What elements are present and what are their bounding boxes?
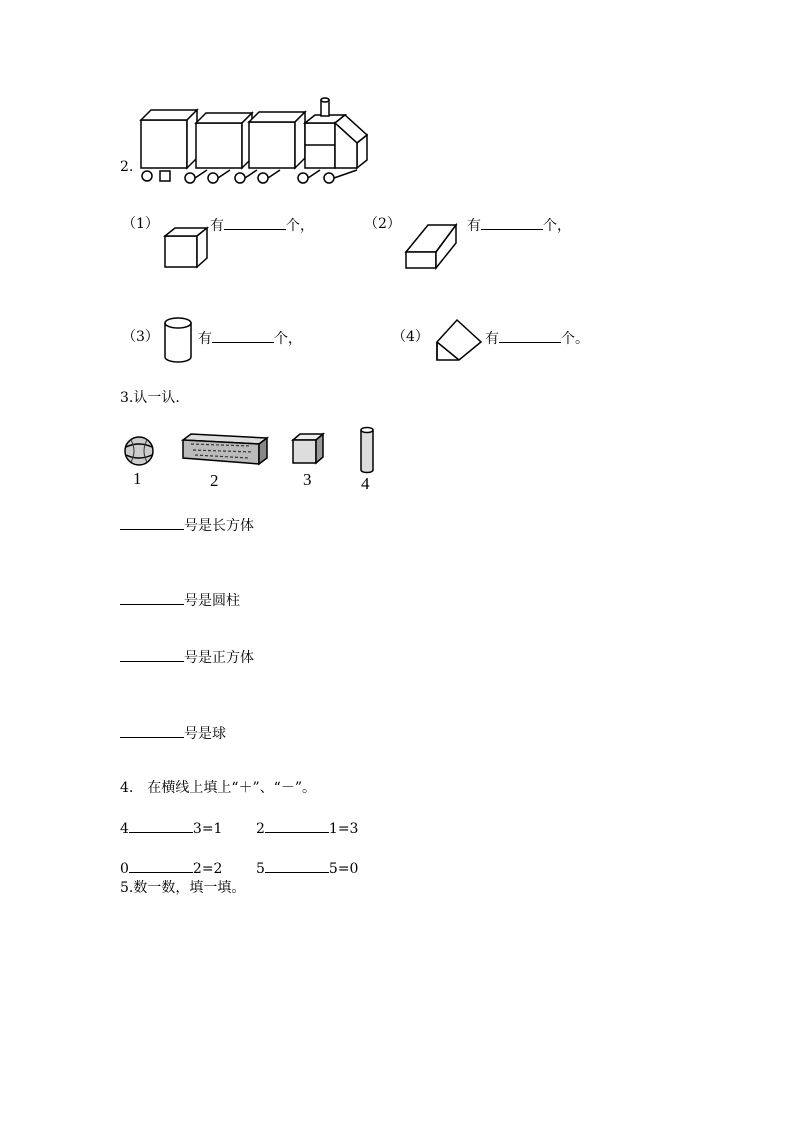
answer-blank[interactable] xyxy=(265,858,329,873)
q2-item2-answer: 有 个， xyxy=(467,215,571,235)
answer-blank[interactable] xyxy=(212,328,274,343)
ball-icon xyxy=(123,435,155,467)
q3-answer-1: 号是长方体 xyxy=(120,515,254,535)
q5-title: 5.数一数，填一填。 xyxy=(120,880,246,896)
q3-label-3: 3 xyxy=(303,470,312,489)
q2-item2-num: （2） xyxy=(364,216,401,232)
answer-blank[interactable] xyxy=(120,590,184,605)
answer-blank[interactable] xyxy=(120,647,184,662)
q3-title: 3.认一认. xyxy=(120,390,180,406)
cube-icon xyxy=(163,226,209,270)
q3-answer-2: 号是圆柱 xyxy=(120,590,240,610)
q2-item4-answer: 有 个。 xyxy=(485,328,589,348)
answer-blank[interactable] xyxy=(265,818,329,833)
answer-blank[interactable] xyxy=(224,215,286,230)
q4-eq-1: 4 3=1 xyxy=(120,818,222,838)
cube-box-icon xyxy=(290,431,326,467)
answer-blank[interactable] xyxy=(129,858,193,873)
q3-answer-3: 号是正方体 xyxy=(120,647,254,667)
q4-eq-2: 2 1=3 xyxy=(256,818,358,838)
answer-blank[interactable] xyxy=(481,215,543,230)
q3-label-2: 2 xyxy=(210,471,219,490)
q2-item3-num: （3） xyxy=(122,329,159,345)
answer-blank[interactable] xyxy=(129,818,193,833)
eraser-icon xyxy=(181,432,269,467)
answer-blank[interactable] xyxy=(120,515,184,530)
cylinder-stick-icon xyxy=(358,426,376,474)
q3-answer-4: 号是球 xyxy=(120,723,226,743)
q3-label-1: 1 xyxy=(133,469,142,488)
q4-eq-3: 0 2=2 xyxy=(120,858,222,878)
q4-eq-4: 5 5=0 xyxy=(256,858,358,878)
answer-blank[interactable] xyxy=(120,723,184,738)
answer-blank[interactable] xyxy=(499,328,561,343)
q2-item3-answer: 有 个， xyxy=(198,328,302,348)
q2-item1-answer: 有 个， xyxy=(210,215,314,235)
q2-item4-num: （4） xyxy=(392,329,429,345)
q2-number: 2. xyxy=(120,159,134,175)
q4-title: 4. 在横线上填上“＋”、“－”。 xyxy=(120,780,316,796)
q3-label-4: 4 xyxy=(361,474,370,493)
q2-item1-num: （1） xyxy=(122,216,159,232)
cuboid-icon xyxy=(403,222,459,270)
cylinder-icon xyxy=(163,316,193,366)
train-figure xyxy=(135,95,370,195)
triangular-prism-icon xyxy=(433,316,485,366)
